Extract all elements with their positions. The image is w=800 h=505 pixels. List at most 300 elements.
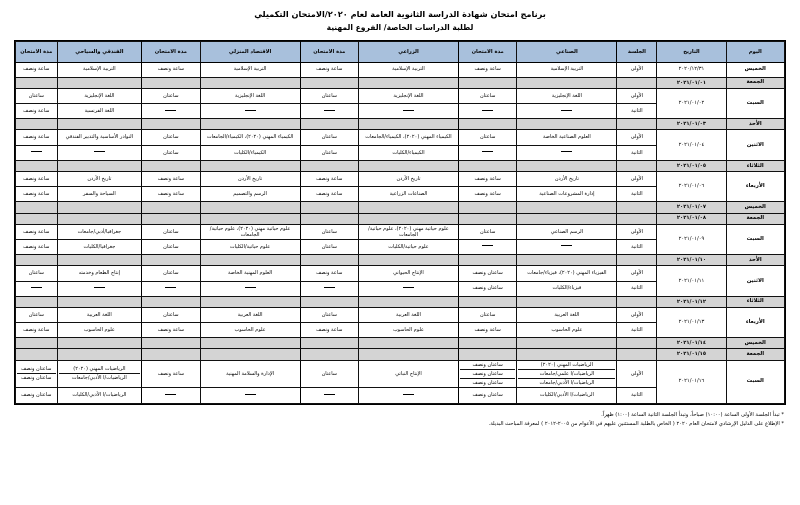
cell-agricultural-duration: ساعة ونصف: [300, 187, 358, 202]
cell-home-economics: تاريخ الأردن: [200, 172, 300, 187]
cell-home-economics-duration: [142, 349, 200, 360]
cell-hotel-duration-line: ساعتان ونصف: [17, 373, 56, 382]
footnotes: [16, 411, 784, 431]
cell-day: الثلاثاء: [726, 160, 784, 171]
cell-day: الثلاثاء: [726, 296, 784, 307]
cell-home-economics: [200, 202, 300, 213]
cell-agricultural-duration: [300, 296, 358, 307]
cell-agricultural-duration: [300, 349, 358, 360]
table-row-holiday: [16, 77, 785, 88]
cell-day: الأحد: [726, 255, 784, 266]
header-industrial-duration: مدة الامتحان: [458, 42, 516, 62]
cell-industrial-duration: [458, 296, 516, 307]
table-row-holiday: [16, 119, 785, 130]
cell-home-economics: العلوم المهنية الخاصة: [200, 266, 300, 281]
cell-agricultural: الإنتاج النباتي: [359, 360, 459, 388]
cell-industrial-duration: [458, 202, 516, 213]
cell-hotel: [57, 281, 142, 296]
table-row-holiday: [16, 202, 785, 213]
cell-session: [617, 213, 657, 224]
cell-day: الخميس: [726, 62, 784, 77]
no-exam-dash: [561, 151, 572, 153]
cell-session: [617, 338, 657, 349]
table-row-holiday: [16, 255, 785, 266]
cell-hotel-duration: ساعتان ونصف: [16, 388, 58, 403]
cell-hotel: [57, 119, 142, 130]
cell-agricultural: علوم الحاسوب: [359, 323, 459, 338]
cell-agricultural: اللغة الإنجليزية: [359, 88, 459, 103]
cell-hotel: [57, 77, 142, 88]
cell-hotel: [57, 349, 142, 360]
cell-industrial-duration: [458, 77, 516, 88]
cell-day: الاثنين: [726, 266, 784, 296]
cell-agricultural: [359, 119, 459, 130]
no-exam-dash: [165, 394, 176, 396]
cell-agricultural-duration: [300, 77, 358, 88]
cell-session: [617, 77, 657, 88]
cell-session: [617, 119, 657, 130]
cell-hotel-duration: ساعتان: [16, 307, 58, 322]
cell-hotel-duration: [16, 213, 58, 224]
cell-agricultural: [359, 349, 459, 360]
cell-date: ٢٠٢١/٠١/١٠: [657, 255, 726, 266]
cell-agricultural-duration: [300, 338, 358, 349]
no-exam-dash: [94, 287, 105, 289]
cell-date: ٢٠٢١/٠١/٠٤: [657, 130, 726, 160]
header-session: الجلسة: [617, 42, 657, 62]
cell-home-economics: [200, 349, 300, 360]
cell-home-economics: اللغة العربية: [200, 307, 300, 322]
cell-day: السبت: [726, 360, 784, 403]
cell-agricultural-duration: [300, 104, 358, 119]
cell-session: الثانية: [617, 323, 657, 338]
cell-home-economics: [200, 338, 300, 349]
cell-session: الثانية: [617, 145, 657, 160]
cell-industrial-duration-line: ساعتان ونصف: [460, 378, 515, 387]
cell-agricultural-duration: ساعتان: [300, 130, 358, 145]
cell-agricultural-duration: ساعتان: [300, 224, 358, 239]
no-exam-dash: [245, 394, 256, 396]
cell-home-economics: الإدارة والسلامة المهنية: [200, 360, 300, 388]
cell-hotel-duration: [16, 160, 58, 171]
cell-agricultural-duration: ساعة ونصف: [300, 62, 358, 77]
cell-industrial-duration: ساعة ونصف: [458, 172, 516, 187]
cell-home-economics: [200, 119, 300, 130]
cell-hotel: اللغة الفرنسية: [57, 104, 142, 119]
cell-industrial: [517, 145, 617, 160]
cell-session: الثانية: [617, 388, 657, 403]
cell-home-economics-duration: [142, 388, 200, 403]
cell-industrial: الفيزياء المهني (٢٠٢٠)، فيزياء/جامعات: [517, 266, 617, 281]
cell-agricultural: [359, 281, 459, 296]
footnote-session-times: * تبدأ الجلسة الأولى الساعة (١٠:٠٠) صباحاً، وتبدأ الجلسة الثانية الساعة (١:٠٠) ظهراً.: [601, 411, 784, 418]
cell-industrial-duration: ساعتان ونصف: [458, 266, 516, 281]
no-exam-dash: [482, 245, 493, 247]
cell-industrial-line: الرياضيات/ا علمي/جامعات: [518, 369, 615, 378]
cell-day: الخميس: [726, 202, 784, 213]
cell-session: الأولى: [617, 360, 657, 388]
cell-agricultural-duration: ساعة ونصف: [300, 323, 358, 338]
cell-session: الأولى: [617, 88, 657, 103]
cell-industrial: [517, 296, 617, 307]
cell-industrial: إدارة المشروعات الصناعية: [517, 187, 617, 202]
cell-session: الأولى: [617, 266, 657, 281]
cell-industrial-duration: ساعتان: [458, 224, 516, 239]
cell-session: الثانية: [617, 187, 657, 202]
cell-home-economics: الرسم والتصميم: [200, 187, 300, 202]
no-exam-dash: [482, 110, 493, 112]
cell-date: ٢٠٢١/٠١/١٣: [657, 307, 726, 337]
cell-session: [617, 160, 657, 171]
cell-hotel-duration-line: ساعتان ونصف: [21, 366, 52, 373]
cell-home-economics: الكيمياء المهني (٢٠٢٠)، الكيمياء/الجامعات: [200, 130, 300, 145]
cell-hotel-duration: ساعة ونصف: [16, 172, 58, 187]
no-exam-dash: [165, 287, 176, 289]
table-row-holiday: [16, 349, 785, 360]
cell-hotel-duration: [16, 296, 58, 307]
cell-industrial: [517, 213, 617, 224]
cell-agricultural-duration: ساعة ونصف: [300, 172, 358, 187]
table-row: [16, 266, 785, 281]
no-exam-dash: [561, 245, 572, 247]
cell-hotel-line: الرياضيات/ا الأدبي/جامعات: [59, 373, 141, 382]
cell-hotel: تاريخ الأردن: [57, 172, 142, 187]
cell-home-economics-duration: ساعتان: [142, 224, 200, 239]
cell-industrial-duration: [458, 104, 516, 119]
cell-agricultural: تاريخ الأردن: [359, 172, 459, 187]
cell-home-economics: علوم الحاسوب: [200, 323, 300, 338]
cell-session: [617, 255, 657, 266]
cell-date: ٢٠٢١/٠١/٠٩: [657, 224, 726, 254]
cell-home-economics-duration: ساعة ونصف: [142, 62, 200, 77]
cell-home-economics: [200, 281, 300, 296]
cell-agricultural-duration: ساعة ونصف: [300, 266, 358, 281]
header-home-economics-duration: مدة الامتحان: [142, 42, 200, 62]
table-row: [16, 172, 785, 187]
cell-industrial: فيزياء/الكليات: [517, 281, 617, 296]
cell-agricultural: [359, 77, 459, 88]
cell-session: الأولى: [617, 172, 657, 187]
cell-industrial-duration: [458, 338, 516, 349]
cell-hotel: [57, 338, 142, 349]
cell-session: الثانية: [617, 239, 657, 254]
cell-session: الثانية: [617, 281, 657, 296]
cell-agricultural-duration: [300, 281, 358, 296]
cell-hotel-duration: ساعة ونصف: [16, 62, 58, 77]
cell-date: ٢٠٢١/٠١/٠٧: [657, 202, 726, 213]
no-exam-dash: [561, 110, 572, 112]
no-exam-dash: [31, 287, 42, 289]
no-exam-dash: [165, 110, 176, 112]
table-row-holiday: [16, 160, 785, 171]
cell-agricultural-duration: [300, 388, 358, 403]
cell-industrial: [517, 119, 617, 130]
cell-session: [617, 296, 657, 307]
cell-hotel-duration: [16, 360, 58, 388]
cell-home-economics: [200, 160, 300, 171]
cell-home-economics-duration: [142, 160, 200, 171]
cell-home-economics-duration: ساعة ونصف: [142, 360, 200, 388]
cell-hotel: [57, 296, 142, 307]
cell-home-economics-duration: ساعة ونصف: [142, 172, 200, 187]
cell-agricultural: الكيمياء/الكليات: [359, 145, 459, 160]
cell-hotel: الرياضيات/ا الأدبي/الكليات: [57, 388, 142, 403]
cell-day: الجمعة: [726, 77, 784, 88]
cell-home-economics-duration: ساعتان: [142, 239, 200, 254]
cell-hotel: [57, 160, 142, 171]
cell-date: ٢٠٢١/٠١/٠٨: [657, 213, 726, 224]
cell-date: ٢٠٢١/٠١/١٢: [657, 296, 726, 307]
cell-agricultural-duration: [300, 255, 358, 266]
cell-date: ٢٠٢١/٠١/١٥: [657, 349, 726, 360]
cell-industrial: [517, 77, 617, 88]
cell-agricultural: الكيمياء المهني (٢٠٢٠)، الكيمياء/الجامعات: [359, 130, 459, 145]
no-exam-dash: [245, 110, 256, 112]
table-row: [16, 130, 785, 145]
cell-industrial-duration: ساعتان ونصف: [458, 388, 516, 403]
cell-industrial-duration: [458, 255, 516, 266]
no-exam-dash: [482, 151, 493, 153]
cell-industrial-duration: ساعة ونصف: [458, 323, 516, 338]
cell-home-economics-duration: [142, 119, 200, 130]
cell-home-economics-duration: ساعتان: [142, 145, 200, 160]
cell-agricultural: [359, 388, 459, 403]
cell-industrial: اللغة العربية: [517, 307, 617, 322]
cell-home-economics: الكيمياء/الكليات: [200, 145, 300, 160]
cell-hotel: [57, 202, 142, 213]
header-agricultural: الزراعي: [359, 42, 459, 62]
no-exam-dash: [403, 110, 414, 112]
cell-hotel-duration: [16, 202, 58, 213]
cell-agricultural: الصناعات الزراعية: [359, 187, 459, 202]
cell-industrial: [517, 255, 617, 266]
cell-home-economics: التربية الإسلامية: [200, 62, 300, 77]
cell-industrial: تاريخ الأردن: [517, 172, 617, 187]
header-day: اليوم: [726, 42, 784, 62]
cell-hotel-duration: ساعة ونصف: [16, 323, 58, 338]
cell-hotel-duration: ساعة ونصف: [16, 224, 58, 239]
cell-industrial: [517, 239, 617, 254]
cell-hotel: التربية الإسلامية: [57, 62, 142, 77]
no-exam-dash: [31, 151, 42, 153]
cell-session: الأولى: [617, 307, 657, 322]
no-exam-dash: [403, 394, 414, 396]
table-row: [16, 88, 785, 103]
cell-date: ٢٠٢١/٠١/٠٣: [657, 119, 726, 130]
cell-industrial-line: الرياضيات/ا الأدبي/جامعات: [518, 378, 615, 387]
cell-agricultural-duration: ساعتان: [300, 307, 358, 322]
cell-home-economics-duration: ساعتان: [142, 130, 200, 145]
cell-industrial-duration: [458, 349, 516, 360]
exam-schedule-table: [15, 41, 785, 403]
cell-date: ٢٠٢١/٠١/٠٥: [657, 160, 726, 171]
cell-industrial-duration: ساعتان ونصف: [458, 281, 516, 296]
cell-agricultural: [359, 160, 459, 171]
cell-agricultural-duration: [300, 202, 358, 213]
cell-home-economics: [200, 77, 300, 88]
footnote-guide: * الإطلاع على الدليل الإرشادي لامتحان العام ٢٠٢٠ ( الخاص بالطلبة المستثنين عليهم في الأعوام من ٢٠٠٥-٢٠١٢ ) لمعرفة المباحث البديلة.: [488, 421, 784, 428]
cell-session: الأولى: [617, 224, 657, 239]
cell-industrial: الرسم الصناعي: [517, 224, 617, 239]
cell-session: الأولى: [617, 62, 657, 77]
cell-industrial-line: الرياضيات المهني (٢٠٢٠): [540, 362, 593, 369]
cell-home-economics: [200, 255, 300, 266]
cell-day: الأربعاء: [726, 307, 784, 337]
cell-industrial-duration: [458, 360, 516, 388]
cell-hotel-duration: ساعة ونصف: [16, 239, 58, 254]
cell-date: ٢٠٢١/٠١/١١: [657, 266, 726, 296]
cell-hotel: [57, 360, 142, 388]
cell-session: [617, 202, 657, 213]
table-row: [16, 62, 785, 77]
cell-agricultural-duration: [300, 119, 358, 130]
cell-date: ٢٠٢١/٠١/٠٦: [657, 172, 726, 202]
cell-industrial: اللغة الإنجليزية: [517, 88, 617, 103]
cell-industrial-duration: [458, 119, 516, 130]
cell-agricultural: علوم حياتية مهني (٢٠٢٠)، علوم حياتية/الجامعات: [359, 224, 459, 239]
cell-home-economics: [200, 104, 300, 119]
cell-hotel: جغرافيا/أدبي/جامعات: [57, 224, 142, 239]
cell-agricultural: [359, 213, 459, 224]
cell-home-economics-duration: [142, 202, 200, 213]
table-row: [16, 307, 785, 322]
cell-industrial: العلوم الصناعية الخاصة: [517, 130, 617, 145]
cell-hotel-duration: [16, 77, 58, 88]
cell-agricultural: اللغة العربية: [359, 307, 459, 322]
cell-hotel-line: الرياضيات المهني (٢٠٢٠): [73, 366, 126, 373]
cell-home-economics-duration: ساعة ونصف: [142, 187, 200, 202]
document-titles: [0, 0, 800, 33]
cell-agricultural-duration: [300, 213, 358, 224]
header-agricultural-duration: مدة الامتحان: [300, 42, 358, 62]
cell-home-economics: [200, 213, 300, 224]
cell-home-economics-duration: [142, 77, 200, 88]
table-body: [16, 62, 785, 403]
cell-industrial-duration: [458, 145, 516, 160]
no-exam-dash: [403, 287, 414, 289]
cell-hotel: جغرافيا/الكليات: [57, 239, 142, 254]
cell-hotel: اللغة العربية: [57, 307, 142, 322]
cell-home-economics: [200, 296, 300, 307]
cell-industrial-duration: ساعة ونصف: [458, 62, 516, 77]
cell-home-economics-duration: [142, 338, 200, 349]
cell-industrial: علوم الحاسوب: [517, 323, 617, 338]
cell-hotel-duration: [16, 349, 58, 360]
page-title: برنامج امتحان شهادة الدراسة الثانوية العامة لعام ٢٠٢٠/الامتحان التكميلي: [254, 9, 546, 19]
cell-day: الجمعة: [726, 213, 784, 224]
table-row-holiday: [16, 296, 785, 307]
cell-session: [617, 349, 657, 360]
cell-hotel-duration: [16, 255, 58, 266]
no-exam-dash: [324, 110, 335, 112]
header-home-economics: الاقتصاد المنزلي: [200, 42, 300, 62]
cell-home-economics: علوم حياتية/الكليات: [200, 239, 300, 254]
cell-agricultural-duration: ساعتان: [300, 145, 358, 160]
cell-hotel-duration: ساعتان: [16, 88, 58, 103]
table-row-holiday: [16, 213, 785, 224]
cell-home-economics-duration: [142, 281, 200, 296]
cell-industrial-duration: ساعتان: [458, 88, 516, 103]
cell-date: ٢٠٢١/٠١/١٦: [657, 360, 726, 403]
cell-industrial-duration-line: ساعتان ونصف: [460, 369, 515, 378]
cell-date: ٢٠٢١/٠١/٠١: [657, 77, 726, 88]
cell-agricultural-duration: ساعتان: [300, 239, 358, 254]
cell-hotel: علوم الحاسوب: [57, 323, 142, 338]
cell-agricultural: [359, 255, 459, 266]
cell-home-economics: اللغة الإنجليزية: [200, 88, 300, 103]
cell-home-economics: [200, 388, 300, 403]
cell-industrial-duration-line: ساعتان ونصف: [472, 362, 503, 369]
cell-agricultural: الإنتاج الحيواني: [359, 266, 459, 281]
cell-hotel: [57, 255, 142, 266]
header-industrial: الصناعي: [517, 42, 617, 62]
cell-home-economics-duration: ساعتان: [142, 88, 200, 103]
cell-hotel-duration: [16, 145, 58, 160]
cell-industrial: [517, 160, 617, 171]
cell-industrial-duration: ساعتان: [458, 307, 516, 322]
cell-industrial-duration: ساعتان: [458, 130, 516, 145]
cell-hotel: النوادر الأساسية والتدبير الفندقي: [57, 130, 142, 145]
cell-date: ٢٠٢١/٠١/٠٢: [657, 88, 726, 118]
cell-agricultural: علوم حياتية/الكليات: [359, 239, 459, 254]
cell-hotel-duration: ساعتان: [16, 266, 58, 281]
cell-home-economics-duration: ساعتان: [142, 266, 200, 281]
cell-industrial: الرياضيات/ا الأدبي/الكليات: [517, 388, 617, 403]
cell-hotel-duration: [16, 338, 58, 349]
cell-hotel-duration: ساعة ونصف: [16, 104, 58, 119]
header-date: التاريخ: [657, 42, 726, 62]
table-row-holiday: [16, 338, 785, 349]
page-subtitle: لطلبة الدراسات الخاصة/ الفروع المهنية: [326, 23, 474, 33]
cell-home-economics-duration: ساعة ونصف: [142, 323, 200, 338]
cell-day: الجمعة: [726, 349, 784, 360]
cell-hotel-duration: ساعة ونصف: [16, 187, 58, 202]
header-hotel-tourism: الفندقي والسياحي: [57, 42, 142, 62]
cell-hotel-duration: [16, 281, 58, 296]
cell-agricultural-duration: ساعتان: [300, 360, 358, 388]
cell-day: الأربعاء: [726, 172, 784, 202]
cell-industrial-duration: ساعة ونصف: [458, 187, 516, 202]
cell-day: الخميس: [726, 338, 784, 349]
cell-date: ٢٠٢١/٠١/١٤: [657, 338, 726, 349]
cell-hotel: [57, 213, 142, 224]
table-row: [16, 360, 785, 388]
cell-session: الثانية: [617, 104, 657, 119]
cell-home-economics-duration: [142, 104, 200, 119]
cell-agricultural: التربية الإسلامية: [359, 62, 459, 77]
no-exam-dash: [94, 151, 105, 153]
cell-industrial: [517, 338, 617, 349]
cell-industrial-duration: [458, 160, 516, 171]
cell-agricultural: [359, 202, 459, 213]
cell-agricultural: [359, 338, 459, 349]
no-exam-dash: [324, 287, 335, 289]
cell-home-economics-duration: [142, 255, 200, 266]
schedule-table-container: [14, 40, 786, 404]
table-row: [16, 224, 785, 239]
cell-hotel: السياحة والسفر: [57, 187, 142, 202]
table-header-row: [16, 42, 785, 62]
cell-industrial: [517, 104, 617, 119]
cell-hotel-duration: ساعة ونصف: [16, 130, 58, 145]
cell-industrial-duration: [458, 213, 516, 224]
cell-industrial: [517, 202, 617, 213]
cell-industrial-duration: [458, 239, 516, 254]
cell-session: الأولى: [617, 130, 657, 145]
cell-date: ٢٠٢٠/١٢/٣١: [657, 62, 726, 77]
no-exam-dash: [245, 287, 256, 289]
cell-hotel: اللغة الإنجليزية: [57, 88, 142, 103]
